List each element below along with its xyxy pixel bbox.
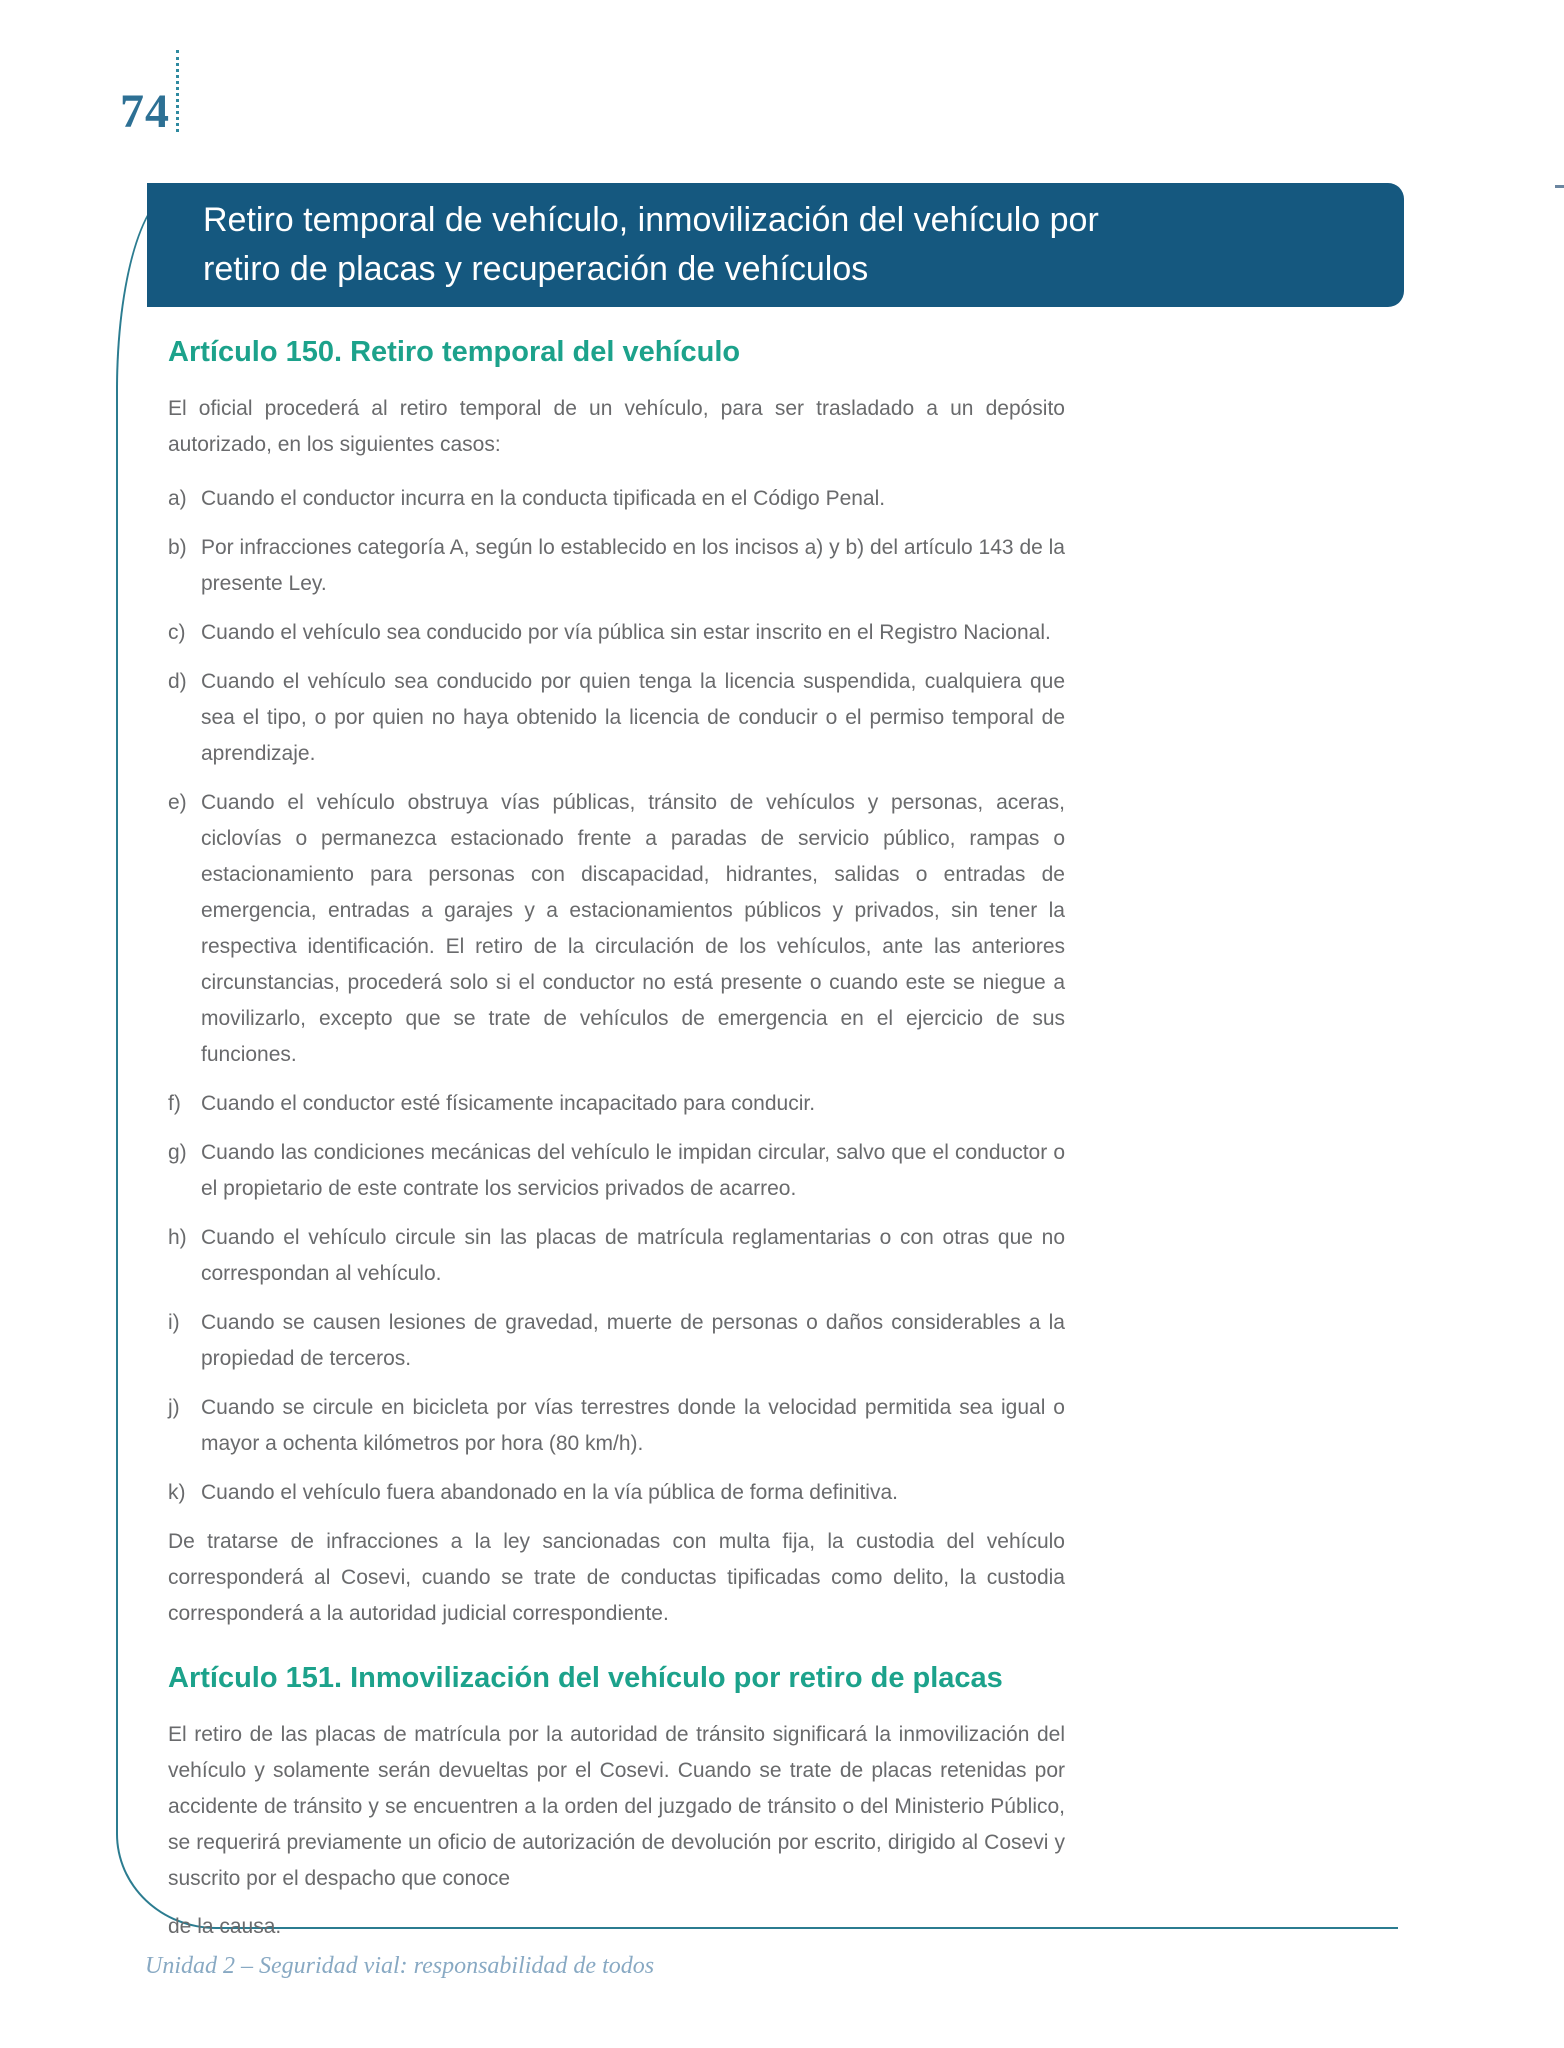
item-text: Cuando el conductor incurra en la conducta tipificada en el Código Penal. bbox=[201, 487, 886, 510]
list-item bbox=[168, 1390, 1065, 1462]
section-title-line-1: Retiro temporal de vehículo, inmovilización del vehículo por bbox=[203, 201, 1099, 239]
list-item bbox=[168, 530, 1065, 602]
item-text: Cuando el vehículo obstruya vías públicas, tránsito de vehículos y personas, aceras, ciclovías o permanezca estacionado frente a paradas de servicio público, rampas o estacionamiento para personas con discapacidad, hidrantes, salidas o entradas de emergencia, entradas a garajes y a estacionamientos públicos y privados, sin tener la respectiva identificación. El retiro de la circulación de los vehículos, ante las anteriores circunstancias, procederá solo si el conductor no está presente o cuando este se niegue a movilizarlo, excepto que se trate de vehículos de emergencia en el ejercicio de sus funciones. bbox=[201, 791, 1065, 1066]
footer-unit-title: Unidad 2 – Seguridad vial: responsabilidad de todos bbox=[145, 1953, 655, 1979]
item-letter: k) bbox=[168, 1481, 186, 1504]
section-title-banner bbox=[147, 183, 1404, 307]
article-150-closing: De tratarse de infracciones a la ley sancionadas con multa fija, la custodia del vehículo corresponderá al Cosevi, cuando se trate de conductas tipificadas como delito, la custodia corresponderá a la autoridad judicial correspondiente. bbox=[168, 1530, 1065, 1625]
section-title-line-2: retiro de placas y recuperación de vehículos bbox=[203, 250, 869, 288]
item-text: Cuando el vehículo circule sin las placas de matrícula reglamentarias o con otras que no correspondan al vehículo. bbox=[201, 1226, 1065, 1285]
list-item bbox=[168, 664, 1065, 772]
item-letter: h) bbox=[168, 1226, 187, 1249]
item-letter: c) bbox=[168, 621, 186, 644]
item-letter: i) bbox=[168, 1311, 180, 1334]
article-150-heading: Artículo 150. Retiro temporal del vehículo bbox=[168, 336, 741, 368]
item-text: Cuando se circule en bicicleta por vías terrestres donde la velocidad permitida sea igual o mayor a ochenta kilómetros por hora (80 km/h). bbox=[201, 1396, 1065, 1455]
list-item bbox=[168, 1220, 1065, 1292]
item-text: Por infracciones categoría A, según lo establecido en los incisos a) y b) del artículo 143 de la presente Ley. bbox=[201, 536, 1065, 595]
page-number: 74 bbox=[120, 85, 170, 138]
lettered-list bbox=[168, 481, 1065, 1511]
list-item bbox=[168, 785, 1065, 1073]
list-item bbox=[168, 1475, 1065, 1511]
list-item bbox=[168, 1305, 1065, 1377]
article-151-body: El retiro de las placas de matrícula por la autoridad de tránsito significará la inmovilización del vehículo y solamente serán devueltas por el Cosevi. Cuando se trate de placas retenidas por accidente de tránsito y se encuentren a la orden del juzgado de tránsito o del Ministerio Público, se requerirá previamente un oficio de autorización de devolución por escrito, dirigido al Cosevi y suscrito por el despacho que conoce bbox=[168, 1723, 1065, 1890]
article-151-heading: Artículo 151. Inmovilización del vehículo por retiro de placas bbox=[168, 1662, 1003, 1694]
list-item bbox=[168, 1086, 1065, 1122]
item-letter: f) bbox=[168, 1092, 181, 1115]
item-text: Cuando las condiciones mecánicas del vehículo le impidan circular, salvo que el conductor o el propietario de este contrate los servicios privados de acarreo. bbox=[201, 1141, 1065, 1200]
item-text: Cuando se causen lesiones de gravedad, muerte de personas o daños considerables a la propiedad de terceros. bbox=[201, 1311, 1065, 1370]
item-text: Cuando el vehículo sea conducido por quien tenga la licencia suspendida, cualquiera que sea el tipo, o por quien no haya obtenido la licencia de conducir o el permiso temporal de aprendizaje. bbox=[201, 670, 1065, 765]
item-letter: e) bbox=[168, 791, 187, 814]
item-letter: a) bbox=[168, 487, 187, 510]
item-letter: g) bbox=[168, 1141, 187, 1164]
article-151-body-last-line: de la causa. bbox=[168, 1915, 282, 1938]
dotted-separator bbox=[176, 50, 179, 132]
item-letter: j) bbox=[168, 1396, 180, 1419]
list-item bbox=[168, 1135, 1065, 1207]
item-text: Cuando el vehículo sea conducido por vía pública sin estar inscrito en el Registro Nacional. bbox=[201, 621, 1051, 644]
list-item bbox=[168, 615, 1065, 651]
article-150-intro: El oficial procederá al retiro temporal de un vehículo, para ser trasladado a un depósito autorizado, en los siguientes casos: bbox=[168, 397, 1065, 456]
list-item bbox=[168, 481, 1065, 517]
item-letter: b) bbox=[168, 536, 187, 559]
article-content bbox=[168, 336, 1065, 1945]
item-letter: d) bbox=[168, 670, 187, 693]
crop-mark bbox=[1555, 185, 1564, 188]
item-text: Cuando el conductor esté físicamente incapacitado para conducir. bbox=[201, 1092, 816, 1115]
item-text: Cuando el vehículo fuera abandonado en la vía pública de forma definitiva. bbox=[201, 1481, 898, 1504]
